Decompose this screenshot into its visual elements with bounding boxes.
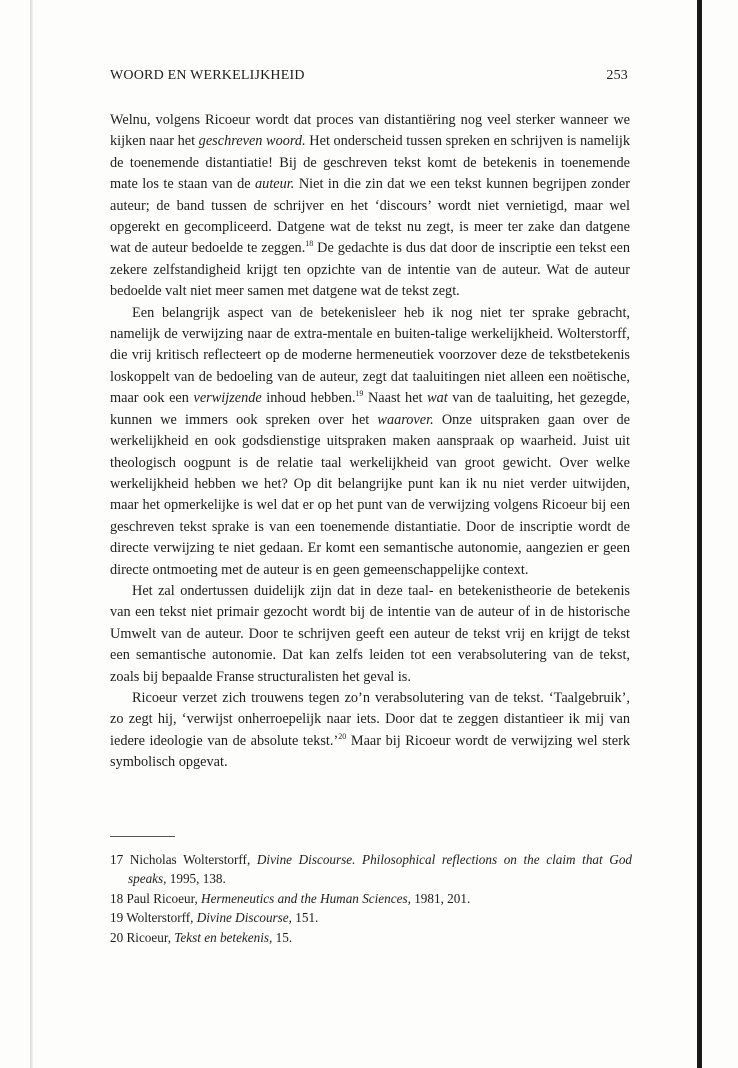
footnotes [110, 850, 632, 947]
page-number: 253 [606, 68, 628, 83]
footnote-17: 17 Nicholas Wolterstorff, Divine Discourse. Philosophical reflections on the claim that God speaks, 1995, 138. [110, 852, 633, 887]
footnote-18: 18 Paul Ricoeur, Hermeneutics and the Human Sciences, 1981, 201. [110, 890, 471, 906]
paragraph-1: Welnu, volgens Ricoeur wordt dat proces van distantiëring nog veel sterker wanneer we kijken naar het geschreven woord. Het onderscheid tussen spreken en schrijven is namelijk de toenemende distantiatie! Bij de geschreven tekst komt de betekenis in toenemende mate los te staan van de auteur. Niet in die zin dat we een tekst kunnen begrijpen zonder auteur; de band tussen de schrijver en het ‘discours’ wordt niet vernietigd, maar wel opgerekt en gecompliceerd. Datgene wat de tekst nu zegt, is meer ter zake dan datgene wat de auteur bedoelde te zeggen.$^{18}$ De gedachte is dus dat door de inscriptie een tekst een zekere zelfstandigheid krijgt ten opzichte van de intentie van de auteur. Wat de auteur bedoelde valt niet meer samen met datgene wat de tekst zegt. [110, 112, 630, 300]
page-right-edge [697, 0, 702, 1068]
footnote-ref-18: 18 [305, 239, 314, 249]
footnote-19: 19 Wolterstorff, Divine Discourse, 151. [110, 910, 319, 926]
running-title: WOORD EN WERKELIJKHEID [110, 68, 305, 83]
footnote-ref-20: 20 [338, 731, 347, 741]
page-left-edge [30, 0, 33, 1068]
running-header [110, 68, 628, 84]
footnote-separator [110, 836, 175, 837]
paragraph-2: Een belangrijk aspect van de betekenisleer heb ik nog niet ter sprake gebracht, namelijk de verwijzing naar de extra-mentale en buiten-talige werkelijkheid. Wolterstorff, die vrij kritisch reflecteert op de moderne hermeneutiek voorzover deze de tekstbetekenis loskoppelt van de bedoeling van de auteur, zegt dat taaluitingen niet alleen een noëtische, maar ook een verwijzende inhoud hebben.$^{19}$ Naast het wat van de taaluiting, het gezegde, kunnen we immers ook spreken over het waarover. Onze uitspraken gaan over de werkelijkheid en ook godsdienstige uitspraken maken aanspraak op waarheid. Juist uit theologisch oogpunt is de relatie taal werkelijkheid van groot gewicht. Over welke werkelijkheid hebben we het? Op dit belangrijke punt kan ik nu niet verder uitwijden, maar het opmerkelijke is wel dat er op het punt van de verwijzing volgens Ricoeur bij een geschreven tekst sprake is van een toenemende distantiatie. Door de inscriptie wordt de directe verwijzing te niet gedaan. Er komt een semantische autonomie, aangezien er geen directe ontmoeting met de auteur is en geen gemeenschappelijke context. [110, 304, 630, 578]
paragraph-4: Ricoeur verzet zich trouwens tegen zo’n verabsolutering van de tekst. ‘Taalgebruik’, zo zegt hij, ‘verwijst onherroepelijk naar iets. Door dat te zeggen distantieer ik mij van iedere ideologie van de absolute tekst.’$^{20}$ Maar bij Ricoeur wordt de verwijzing wel sterk symbolisch opgevat. [110, 689, 630, 771]
paragraph-3: Het zal ondertussen duidelijk zijn dat in deze taal- en betekenistheorie de betekenis van een tekst niet primair gezocht wordt bij de intentie van de auteur of in de historische Umwelt van de auteur. Door te schrijven geeft een auteur de tekst vrij en krijgt de tekst een semantische autonomie. Dat kan zelfs leiden tot een verabsolutering van de tekst, zoals bij bepaalde Franse structuralisten het geval is. [110, 582, 630, 685]
footnote-ref-19: 19 [355, 389, 364, 399]
footnote-20: 20 Ricoeur, Tekst en betekenis, 15. [110, 929, 293, 945]
body-text [110, 110, 630, 774]
